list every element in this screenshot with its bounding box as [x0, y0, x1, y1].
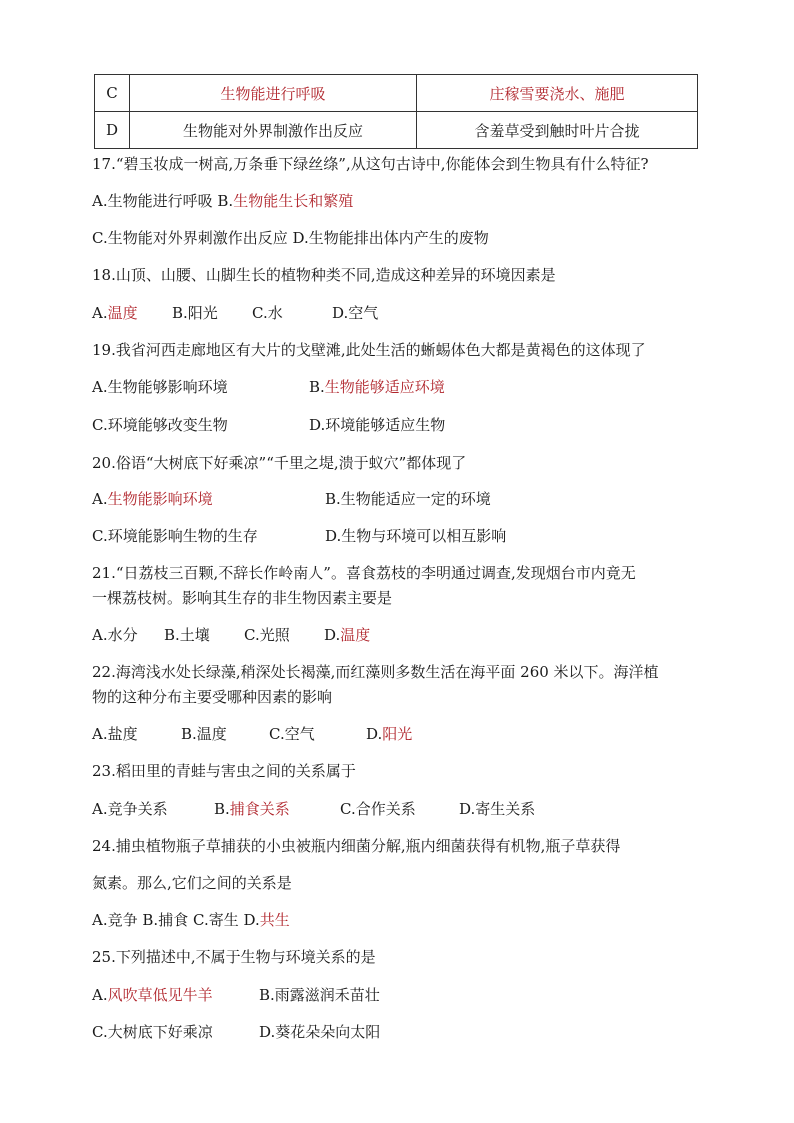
q21-option-b [164, 624, 210, 646]
q22-a-text: 盐度 [107, 725, 138, 743]
q20-b-text: 生物能适应一定的环境 [340, 490, 491, 508]
q20-a-label: A. [92, 490, 108, 508]
q18-option-c [252, 302, 283, 324]
q19-option-b [309, 376, 445, 398]
q19-d-text: 环境能够适应生物 [325, 416, 446, 434]
q19-b-text: 生物能够适应环境 [324, 378, 445, 396]
q24-a-text: 竞争 [107, 911, 138, 929]
q23-d-text: 寄生关系 [475, 800, 536, 818]
q20-b-label: B. [325, 490, 341, 508]
q17-options-ab [92, 190, 353, 212]
q19-d-label: D. [309, 416, 326, 434]
q18-option-a [92, 302, 138, 324]
q25-option-c [92, 1021, 213, 1043]
q25-d-text: 葵花朵朵向太阳 [275, 1023, 381, 1041]
q25-c-text: 大树底下好乘凉 [107, 1023, 213, 1041]
q22-option-c [269, 723, 315, 745]
q22-b-text: 温度 [196, 725, 227, 743]
q19-c-label: C. [92, 416, 108, 434]
q20-d-text: 生物与环境可以相互影响 [341, 527, 507, 545]
q17-c-text: 生物能对外界刺激作出反应 [107, 229, 288, 247]
q23-option-c [340, 798, 416, 820]
q20-a-text: 生物能影响环境 [107, 490, 213, 508]
q24-d-label: D. [243, 911, 260, 929]
q25-d-label: D. [259, 1023, 276, 1041]
q25-c-label: C. [92, 1023, 108, 1041]
q20-stem: 20.俗语“大树底下好乘凉”“千里之堤,溃于蚁穴”都体现了 [92, 454, 467, 472]
q19-a-text: 生物能够影响环境 [107, 378, 228, 396]
q18-b-text: 阳光 [187, 304, 218, 322]
row-label: C [95, 75, 130, 112]
q24-c-text: 寄生 [208, 911, 239, 929]
q19-option-a [92, 376, 228, 398]
q21-c-text: 光照 [259, 626, 290, 644]
q20-option-c [92, 525, 258, 547]
q21-option-c [244, 624, 290, 646]
q23-option-a [92, 798, 168, 820]
answer-table [94, 74, 698, 149]
q17-options-cd [92, 227, 489, 249]
q24-stem-line1: 24.捕虫植物瓶子草捕获的小虫被瓶内细菌分解,瓶内细菌获得有机物,瓶子草获得 [92, 837, 621, 855]
q22-d-text: 阳光 [382, 725, 413, 743]
q19-c-text: 环境能够改变生物 [107, 416, 228, 434]
q22-c-text: 空气 [284, 725, 315, 743]
q19-stem: 19.我省河西走廊地区有大片的戈壁滩,此处生活的蜥蜴体色大都是黄褐色的这体现了 [92, 341, 646, 359]
q25-a-text: 风吹草低见牛羊 [107, 986, 213, 1004]
q25-a-label: A. [92, 986, 108, 1004]
q24-d-text: 共生 [259, 911, 290, 929]
q21-d-label: D. [324, 626, 341, 644]
q18-stem: 18.山顶、山腰、山脚生长的植物种类不同,造成这种差异的环境因素是 [92, 266, 556, 284]
q17-b-label: B. [217, 192, 234, 210]
row-example: 庄稼雪要浇水、施肥 [417, 75, 698, 112]
q23-c-text: 合作关系 [355, 800, 416, 818]
table-row [95, 75, 698, 112]
q23-a-text: 竞争关系 [107, 800, 168, 818]
q23-option-b [214, 798, 290, 820]
q21-a-text: 水分 [107, 626, 138, 644]
q25-option-d [259, 1021, 380, 1043]
q17-d-text: 生物能排出体内产生的废物 [308, 229, 489, 247]
q17-c-label: C. [92, 229, 108, 247]
q25-stem: 25.下列描述中,不属于生物与环境关系的是 [92, 948, 376, 966]
q17-a-label: A. [92, 192, 108, 210]
q22-a-label: A. [92, 725, 108, 743]
q24-stem-line2: 氮素。那么,它们之间的关系是 [92, 874, 292, 892]
row-label: D [95, 112, 130, 149]
q17-stem: 17.“碧玉妆成一树高,万条垂下绿丝绦”,从这句古诗中,你能体会到生物具有什么特征? [92, 155, 649, 173]
row-feature: 生物能进行呼吸 [130, 75, 417, 112]
q25-option-b [259, 984, 380, 1006]
q24-options [92, 909, 290, 931]
q20-option-d [325, 525, 506, 547]
q25-option-a [92, 984, 213, 1006]
q21-stem-line2: 一棵荔枝树。影响其生存的非生物因素主要是 [92, 589, 393, 607]
q24-c-label: C. [193, 911, 209, 929]
q21-a-label: A. [92, 626, 108, 644]
row-feature: 生物能对外界制激作出反应 [130, 112, 417, 149]
q22-b-label: B. [181, 725, 197, 743]
q20-option-a [92, 488, 213, 510]
q17-a-text: 生物能进行呼吸 [107, 192, 213, 210]
q21-option-a [92, 624, 138, 646]
q18-a-text: 温度 [107, 304, 138, 322]
table-row [95, 112, 698, 149]
q24-b-label: B. [142, 911, 159, 929]
q18-option-b [172, 302, 218, 324]
q21-b-text: 土壤 [179, 626, 210, 644]
q21-d-text: 温度 [340, 626, 371, 644]
q24-a-label: A. [92, 911, 108, 929]
q18-b-label: B. [172, 304, 188, 322]
q18-option-d [332, 302, 378, 324]
q19-option-d [309, 414, 445, 436]
q23-stem: 23.稻田里的青蛙与害虫之间的关系属于 [92, 762, 356, 780]
q19-a-label: A. [92, 378, 108, 396]
q25-b-label: B. [259, 986, 275, 1004]
q22-option-a [92, 723, 138, 745]
q21-c-label: C. [244, 626, 260, 644]
q25-b-text: 雨露滋润禾苗壮 [274, 986, 380, 1004]
q23-a-label: A. [92, 800, 108, 818]
q22-option-d [366, 723, 412, 745]
q18-c-label: C. [252, 304, 268, 322]
q22-c-label: C. [269, 725, 285, 743]
q22-option-b [181, 723, 227, 745]
q18-a-label: A. [92, 304, 108, 322]
q23-option-d [459, 798, 535, 820]
q20-c-text: 环境能影响生物的生存 [107, 527, 258, 545]
q19-option-c [92, 414, 228, 436]
q17-b-text: 生物能生长和繁殖 [233, 192, 354, 210]
q23-b-label: B. [214, 800, 230, 818]
q22-d-label: D. [366, 725, 383, 743]
q22-stem-line2: 物的这种分布主要受哪种因素的影响 [92, 688, 333, 706]
q18-d-text: 空气 [348, 304, 379, 322]
q20-c-label: C. [92, 527, 108, 545]
q21-option-d [324, 624, 370, 646]
q18-d-label: D. [332, 304, 349, 322]
q24-b-text: 捕食 [158, 911, 189, 929]
q23-b-text: 捕食关系 [229, 800, 290, 818]
q23-c-label: C. [340, 800, 356, 818]
q20-option-b [325, 488, 491, 510]
q23-d-label: D. [459, 800, 476, 818]
q20-d-label: D. [325, 527, 342, 545]
q17-d-label: D. [292, 229, 309, 247]
row-example: 含羞草受到触时叶片合拢 [417, 112, 698, 149]
q22-stem-line1: 22.海湾浅水处长绿藻,稍深处长褐藻,而红藻则多数生活在海平面 260 米以下。海洋植 [92, 663, 659, 681]
q21-b-label: B. [164, 626, 180, 644]
q19-b-label: B. [309, 378, 325, 396]
q18-c-text: 水 [267, 304, 283, 322]
q21-stem-line1: 21.“日荔枝三百颗,不辞长作岭南人”。喜食荔枝的李明通过调查,发现烟台市内竟无 [92, 564, 636, 582]
